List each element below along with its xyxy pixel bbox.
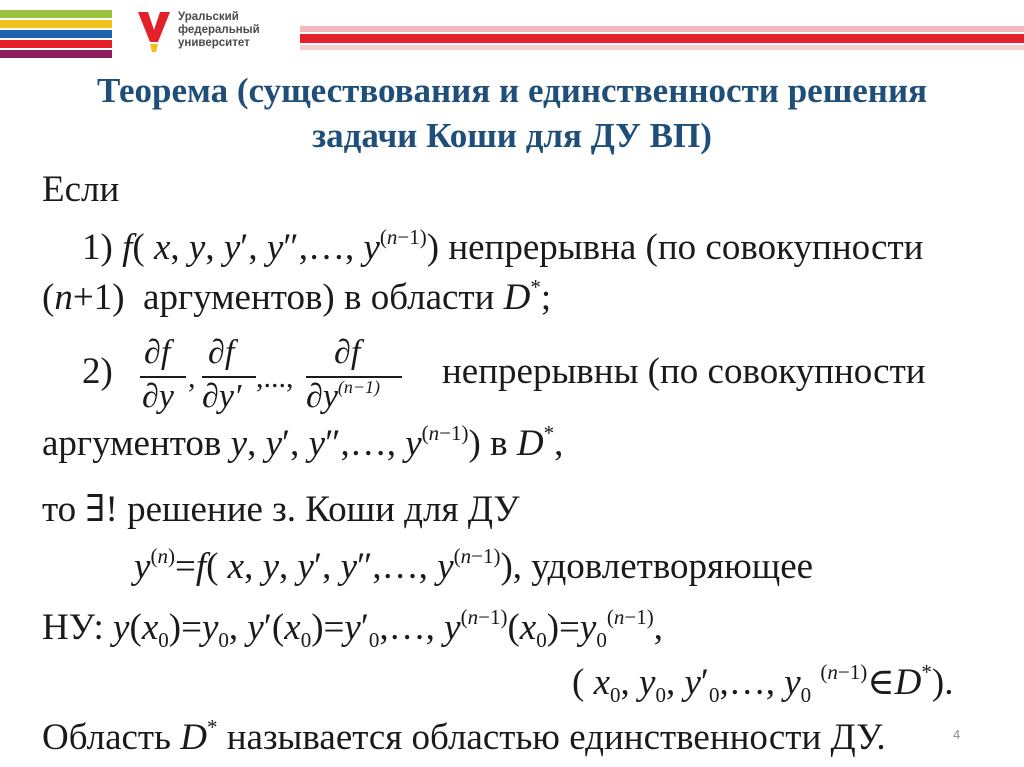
header-band-red	[300, 34, 1024, 43]
condition-1-continued	[42, 276, 551, 320]
comma: ,	[188, 361, 196, 394]
condition-1-text: непрерывна (по совокупности	[448, 227, 924, 268]
condition-2-text: непрерывны (по совокупности	[442, 351, 926, 392]
initial-conditions-label: НУ:	[42, 607, 104, 648]
color-stripe-purple	[0, 50, 112, 58]
derivative-list: y, y′, y″,…, $y^{(n-1)}$)	[230, 421, 481, 464]
color-stripe-yellow	[0, 20, 112, 28]
domain-definition	[42, 716, 886, 760]
title-line: Теорема (существования и единственности решения	[96, 71, 928, 110]
condition-1	[82, 226, 923, 270]
partial-derivative-y-prime: ∂f ∂y′	[200, 334, 260, 424]
condition-2-number: 2)	[82, 351, 113, 392]
ode-equation	[134, 545, 813, 589]
color-stripe-blue	[0, 30, 112, 38]
logo-line: университет	[178, 37, 250, 49]
color-stripe-red	[0, 40, 112, 48]
function-formula: f( x, y, y′, y″,…, $y^{(n-1)}$)	[122, 225, 440, 268]
color-stripe-green	[0, 10, 112, 18]
ellipsis: ,...,	[256, 361, 294, 394]
domain-word: Область	[42, 717, 171, 758]
condition-1-args: аргументов) в области	[143, 277, 495, 318]
header-band-light	[300, 26, 1024, 32]
equation-formula: $y^{(n)}=f$( x, y, y′, y″,…, $y^{(n-1)}$)	[134, 544, 513, 587]
logo-line: федеральный	[178, 24, 260, 36]
university-name	[178, 11, 298, 50]
satisfying-text: , удовлетворяющее	[512, 546, 814, 587]
condition-1-number: 1)	[82, 227, 113, 268]
university-logo-icon	[136, 10, 172, 54]
domain-symbol: D*,	[516, 421, 564, 464]
argument-count: (n+1)	[42, 277, 125, 318]
condition-2-continued	[42, 422, 563, 466]
title-line: задачи Коши для ДУ ВП)	[312, 116, 712, 155]
slide-header	[0, 0, 1024, 62]
domain-definition-text: называется областью единственности ДУ.	[226, 717, 886, 758]
in-word: в	[490, 423, 508, 464]
if-line	[42, 168, 119, 212]
initial-point-condition: ( $x_0$, $y_0$, $y'_0,\dots$, $y_0$ $^{(n-1)}$∈D*).	[572, 660, 954, 707]
logo-line: Уральский	[178, 11, 239, 23]
domain-symbol: D*	[180, 715, 218, 758]
page-number: 4	[953, 727, 961, 742]
condition-2-args: аргументов	[42, 423, 222, 464]
partial-derivative-y-n-1: ∂f $\partial y^{(n-1)}$	[304, 334, 404, 424]
initial-conditions	[42, 606, 663, 650]
conclusion-line: то ∃! решение з. Коши для ДУ	[42, 489, 520, 530]
slide-title	[30, 68, 994, 158]
partial-derivative-y: ∂f ∂y	[138, 334, 190, 424]
header-band-pale	[300, 45, 1024, 50]
if-word: Если	[42, 169, 120, 210]
domain-symbol: D*;	[503, 275, 552, 318]
initial-conditions-formula: $y(x_0)=y_0$, $y'(x_0)=y'_0,\dots$, $y^{(n-1)}(x_0)=y_0^{(n-1)}$,	[113, 605, 663, 652]
